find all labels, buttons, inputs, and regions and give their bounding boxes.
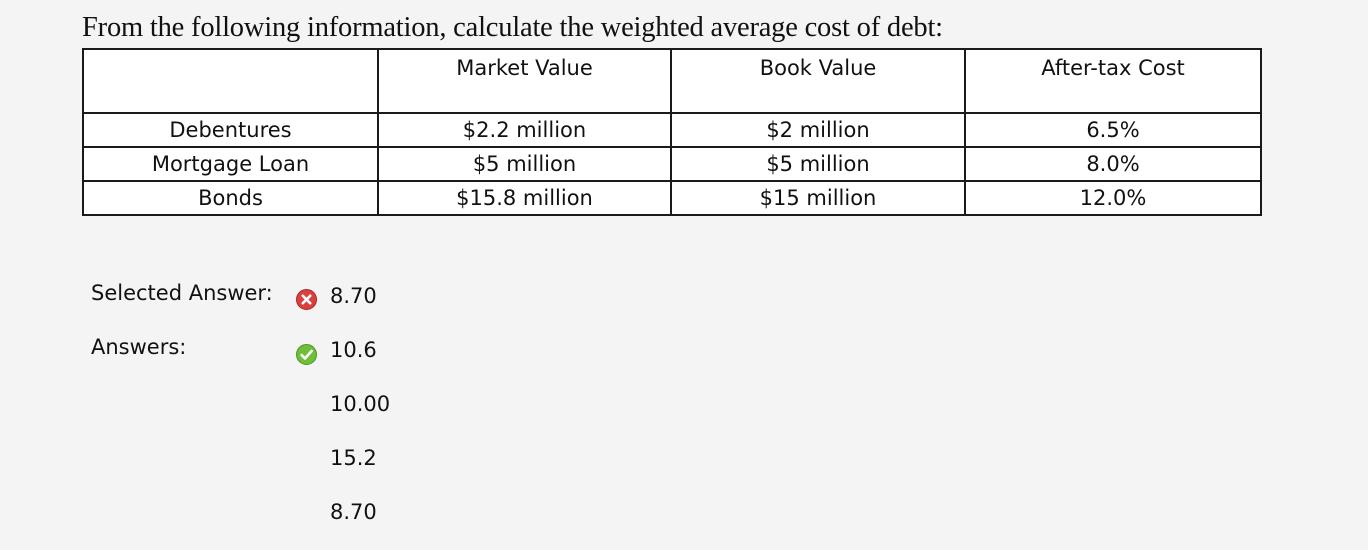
row-label-cell: Debentures	[83, 113, 378, 147]
table-row	[83, 147, 1261, 181]
correct-check-icon	[296, 344, 317, 365]
header-cell-after-tax-cost: After-tax Cost	[965, 49, 1261, 113]
after-tax-cost-cell: 8.0%	[965, 147, 1261, 181]
answer-option: 8.70	[330, 500, 377, 524]
answer-option: 10.00	[330, 392, 391, 416]
answers-label: Answers:	[91, 335, 187, 359]
market-value-cell: $15.8 million	[378, 181, 671, 215]
after-tax-cost-cell: 6.5%	[965, 113, 1261, 147]
book-value-cell: $2 million	[671, 113, 965, 147]
header-cell-book-value: Book Value	[671, 49, 965, 113]
answer-option: 15.2	[330, 446, 377, 470]
selected-answer-label: Selected Answer:	[91, 281, 273, 305]
table-row	[83, 181, 1261, 215]
incorrect-x-icon	[296, 289, 317, 310]
question-text: From the following information, calculate the weighted average cost of debt:	[82, 12, 943, 43]
row-label-cell: Bonds	[83, 181, 378, 215]
header-cell-empty	[83, 49, 378, 113]
answer-option: 10.6	[330, 338, 377, 362]
book-value-cell: $5 million	[671, 147, 965, 181]
header-cell-market-value: Market Value	[378, 49, 671, 113]
market-value-cell: $5 million	[378, 147, 671, 181]
debt-table	[82, 48, 1262, 216]
table-header-row	[83, 49, 1261, 113]
market-value-cell: $2.2 million	[378, 113, 671, 147]
table-row	[83, 113, 1261, 147]
row-label-cell: Mortgage Loan	[83, 147, 378, 181]
after-tax-cost-cell: 12.0%	[965, 181, 1261, 215]
book-value-cell: $15 million	[671, 181, 965, 215]
selected-answer-value: 8.70	[330, 284, 377, 308]
